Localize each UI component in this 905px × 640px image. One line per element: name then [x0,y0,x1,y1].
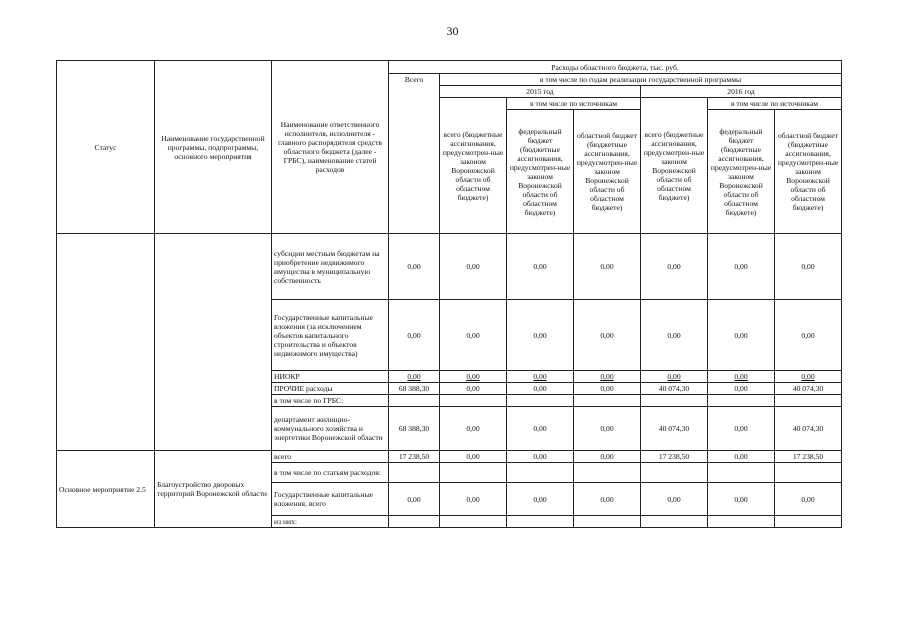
row-total-2015: 0,00 [440,483,507,516]
header-total-2015: всего (бюджетные ассигнования, предусмотрен-ные законом Воронежской области об областном бюджете) [440,98,507,234]
header-federal-2016: федеральный бюджет (бюджетные ассигнования, предусмотрен-ные законом Воронежской области об областном бюджете) [708,110,775,234]
row-regional-2015: 0,00 [574,371,641,383]
row-total-2015: 0,00 [440,371,507,383]
row-federal-2015: 0,00 [507,300,574,371]
row-regional-2015: 0,00 [574,451,641,463]
row-total-2016: 0,00 [641,483,708,516]
header-by-years: в том числе по годам реализации государственной программы [440,74,842,86]
header-year-2015: 2015 год [440,86,641,98]
row-regional-2015: 0,00 [574,383,641,395]
row-regional-2016: 0,00 [775,371,842,383]
row-regional-2016: 0,00 [775,234,842,300]
row-name: в том числе по статьям расходов: [272,463,389,483]
status-cell-empty [57,234,155,451]
row-total-2016: 0,00 [641,234,708,300]
row-total: 0,00 [389,371,440,383]
page-number: 30 [446,24,459,38]
header-executor: Наименование ответственного исполнителя, исполнителя - главного распорядителя средств областного бюджета (далее - ГРБС), наименование статей расходов [272,61,389,234]
header-total-2016: всего (бюджетные ассигнования, предусмотрен-ные законом Воронежской области об областном бюджете) [641,98,708,234]
row-total: 68 388,30 [389,407,440,451]
row-federal-2015: 0,00 [507,383,574,395]
row-total-2015: 0,00 [440,300,507,371]
row-total-2016: 40 074,30 [641,407,708,451]
row-regional-2016: 40 074,30 [775,383,842,395]
header-regional-2016: областной бюджет (бюджетные ассигнования, предусмотрен-ные законом Воронежской области об областном бюджете) [775,110,842,234]
row-federal-2016: 0,00 [708,383,775,395]
row-name: всего [272,451,389,463]
row-regional-2015: 0,00 [574,483,641,516]
row-total-2015: 0,00 [440,383,507,395]
row-federal-2016: 0,00 [708,234,775,300]
program-cell-empty [155,234,272,451]
row-total: 0,00 [389,234,440,300]
row-federal-2016: 0,00 [708,451,775,463]
header-sources-2015: в том числе по источникам [507,98,641,110]
row-name: субсидии местным бюджетам на приобретение недвижимого имущества в муниципальную собственность [272,234,389,300]
table-row [57,451,842,463]
header-sources-2016: в том числе по источникам [708,98,842,110]
header-program-name: Наименование государственной программы, подпрограммы, основного мероприятия [155,61,272,234]
row-regional-2016: 0,00 [775,483,842,516]
header-year-2016: 2016 год [641,86,842,98]
row-name: Государственные капитальные вложения, всего [272,483,389,516]
row-federal-2016: 0,00 [708,407,775,451]
row-regional-2015: 0,00 [574,300,641,371]
row-regional-2015: 0,00 [574,234,641,300]
row-total-2016: 0,00 [641,371,708,383]
row-federal-2015: 0,00 [507,371,574,383]
row-total-2015: 0,00 [440,407,507,451]
measure-status: Основное мероприятие 2.5 [57,451,155,528]
row-total-2015: 0,00 [440,451,507,463]
row-name: НИОКР [272,371,389,383]
row-total-2016: 0,00 [641,300,708,371]
row-federal-2016: 0,00 [708,483,775,516]
row-name: из них: [272,516,389,528]
row-name: ПРОЧИЕ расходы [272,383,389,395]
header-total: Всего [389,74,440,234]
row-regional-2015: 0,00 [574,407,641,451]
row-federal-2015: 0,00 [507,451,574,463]
row-name: департамент жилищно-коммунального хозяйства и энергетики Воронежской области [272,407,389,451]
table-row [57,234,842,300]
row-regional-2016: 17 238,50 [775,451,842,463]
header-expenses: Расходы областного бюджета, тыс. руб. [389,61,842,74]
header-regional-2015: областной бюджет (бюджетные ассигнования, предусмотрен-ные законом Воронежской области об областном бюджете) [574,110,641,234]
row-federal-2015: 0,00 [507,407,574,451]
row-total: 68 388,30 [389,383,440,395]
row-total-2016: 40 074,30 [641,383,708,395]
header-status: Статус [57,61,155,234]
measure-program-name: Благоустройство дворовых территорий Воронежской области [155,451,272,528]
row-total-2016: 17 238,50 [641,451,708,463]
row-total-2015: 0,00 [440,234,507,300]
row-total: 0,00 [389,300,440,371]
row-federal-2016: 0,00 [708,371,775,383]
row-regional-2016: 0,00 [775,300,842,371]
row-total: 0,00 [389,483,440,516]
row-total: 17 238,50 [389,451,440,463]
budget-table [56,60,842,528]
header-federal-2015: федеральный бюджет (бюджетные ассигнования, предусмотрен-ные законом Воронежской области об областном бюджете) [507,110,574,234]
row-name: в том числе по ГРБС: [272,395,389,407]
row-federal-2016: 0,00 [708,300,775,371]
row-name: Государственные капитальные вложения (за исключением объектов капитального строительства и объектов недвижимого имущества) [272,300,389,371]
row-federal-2015: 0,00 [507,234,574,300]
row-regional-2016: 40 074,30 [775,407,842,451]
row-federal-2015: 0,00 [507,483,574,516]
